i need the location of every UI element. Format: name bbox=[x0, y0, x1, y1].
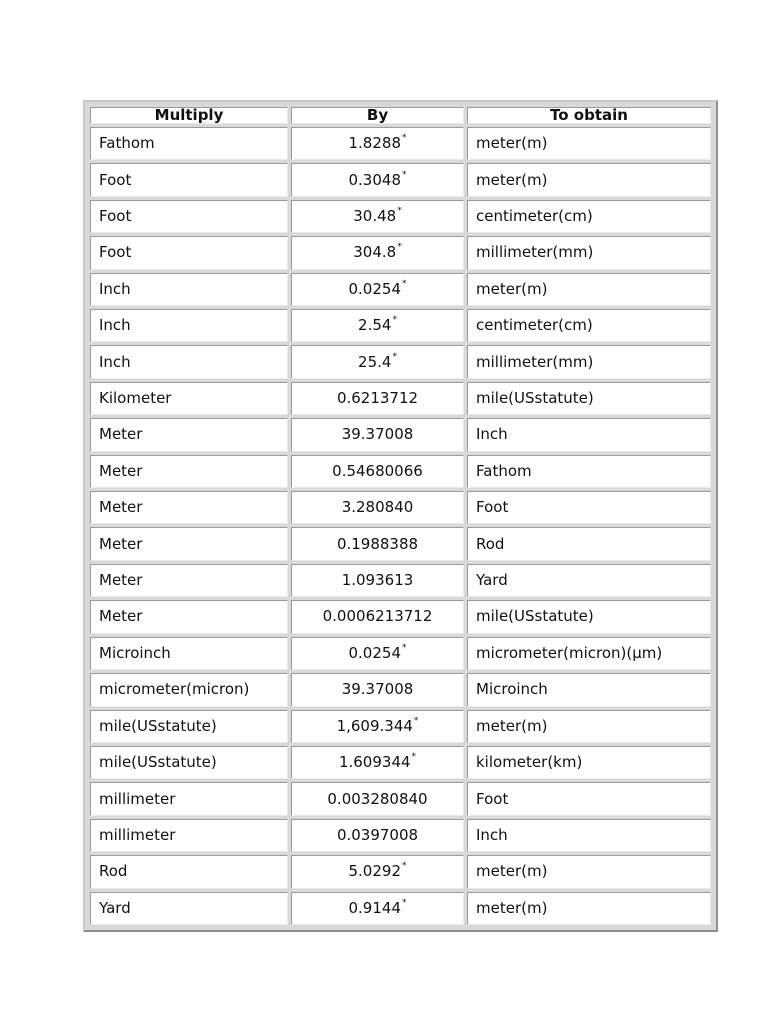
cell-multiply: Meter bbox=[90, 600, 288, 633]
cell-multiply: Inch bbox=[90, 345, 288, 378]
cell-by bbox=[291, 382, 464, 415]
table-row bbox=[90, 855, 711, 888]
cell-multiply: mile(USstatute) bbox=[90, 746, 288, 779]
cell-to-obtain: kilometer(km) bbox=[467, 746, 711, 779]
cell-by bbox=[291, 309, 464, 342]
table-row bbox=[90, 345, 711, 378]
exact-marker: * bbox=[402, 278, 407, 289]
header-row bbox=[90, 107, 711, 124]
cell-multiply: Foot bbox=[90, 163, 288, 196]
exact-marker: * bbox=[397, 242, 402, 253]
factor-value: 39.37008 bbox=[341, 425, 414, 444]
cell-by bbox=[291, 782, 464, 815]
cell-multiply: Inch bbox=[90, 273, 288, 306]
exact-marker: * bbox=[413, 715, 419, 726]
cell-to-obtain: micrometer(micron)(µm) bbox=[467, 637, 711, 670]
cell-to-obtain: meter(m) bbox=[467, 855, 711, 888]
factor-value: 5.0292 bbox=[348, 862, 401, 881]
cell-to-obtain: meter(m) bbox=[467, 163, 711, 196]
cell-to-obtain: Rod bbox=[467, 527, 711, 560]
cell-by bbox=[291, 127, 464, 160]
cell-multiply: Meter bbox=[90, 527, 288, 560]
header-multiply: Multiply bbox=[90, 107, 288, 124]
cell-to-obtain: Inch bbox=[467, 418, 711, 451]
table-row bbox=[90, 382, 711, 415]
cell-multiply: Microinch bbox=[90, 637, 288, 670]
factor-value: 2.54 bbox=[358, 316, 392, 335]
exact-marker: * bbox=[402, 642, 407, 653]
cell-to-obtain: meter(m) bbox=[467, 892, 711, 925]
table-row bbox=[90, 273, 711, 306]
cell-by bbox=[291, 163, 464, 196]
cell-multiply: Meter bbox=[90, 491, 288, 524]
exact-marker: * bbox=[402, 133, 407, 144]
table-row bbox=[90, 673, 711, 706]
factor-value: 0.003280840 bbox=[327, 789, 428, 808]
exact-marker: * bbox=[402, 169, 407, 180]
factor-value: 0.6213712 bbox=[336, 389, 419, 408]
cell-to-obtain: centimeter(cm) bbox=[467, 309, 711, 342]
table-row bbox=[90, 600, 711, 633]
factor-value: 0.9144 bbox=[348, 898, 401, 917]
exact-marker: * bbox=[411, 752, 417, 763]
factor-value: 304.8 bbox=[353, 243, 397, 262]
exact-marker: * bbox=[402, 861, 407, 872]
exact-marker: * bbox=[392, 315, 397, 326]
header-to-obtain: To obtain bbox=[467, 107, 711, 124]
cell-by bbox=[291, 273, 464, 306]
cell-to-obtain: Fathom bbox=[467, 455, 711, 488]
cell-to-obtain: Inch bbox=[467, 819, 711, 852]
cell-multiply: millimeter bbox=[90, 819, 288, 852]
cell-to-obtain: meter(m) bbox=[467, 273, 711, 306]
factor-value: 1.609344 bbox=[338, 753, 411, 772]
factor-value: 0.54680066 bbox=[332, 461, 423, 480]
factor-value: 1.8288 bbox=[348, 134, 401, 153]
factor-value: 0.0006213712 bbox=[322, 607, 433, 626]
factor-value: 39.37008 bbox=[341, 680, 414, 699]
cell-multiply: mile(USstatute) bbox=[90, 710, 288, 743]
header-by: By bbox=[291, 107, 464, 124]
cell-by bbox=[291, 746, 464, 779]
table-row bbox=[90, 819, 711, 852]
table-row bbox=[90, 236, 711, 269]
factor-value: 0.0397008 bbox=[336, 825, 419, 844]
cell-multiply: Fathom bbox=[90, 127, 288, 160]
cell-by bbox=[291, 200, 464, 233]
cell-by bbox=[291, 455, 464, 488]
factor-value: 0.3048 bbox=[348, 170, 401, 189]
table-row bbox=[90, 455, 711, 488]
cell-multiply: Meter bbox=[90, 418, 288, 451]
cell-to-obtain: millimeter(mm) bbox=[467, 345, 711, 378]
table-row bbox=[90, 710, 711, 743]
cell-to-obtain: Microinch bbox=[467, 673, 711, 706]
cell-by bbox=[291, 819, 464, 852]
table-row bbox=[90, 564, 711, 597]
cell-multiply: Foot bbox=[90, 236, 288, 269]
factor-value: 1.093613 bbox=[341, 571, 414, 590]
factor-value: 30.48 bbox=[353, 207, 397, 226]
cell-by bbox=[291, 236, 464, 269]
cell-by bbox=[291, 637, 464, 670]
cell-to-obtain: Yard bbox=[467, 564, 711, 597]
table-row bbox=[90, 491, 711, 524]
cell-by bbox=[291, 418, 464, 451]
table-row bbox=[90, 163, 711, 196]
factor-value: 1,609.344 bbox=[336, 716, 413, 735]
cell-to-obtain: meter(m) bbox=[467, 710, 711, 743]
cell-multiply: Foot bbox=[90, 200, 288, 233]
factor-value: 0.0254 bbox=[348, 643, 401, 662]
cell-by bbox=[291, 345, 464, 378]
table-row bbox=[90, 782, 711, 815]
cell-by bbox=[291, 673, 464, 706]
factor-value: 3.280840 bbox=[341, 498, 414, 517]
factor-value: 0.1988388 bbox=[336, 534, 419, 553]
cell-multiply: Yard bbox=[90, 892, 288, 925]
table-row bbox=[90, 200, 711, 233]
cell-by bbox=[291, 600, 464, 633]
conversion-table bbox=[87, 104, 714, 928]
exact-marker: * bbox=[402, 897, 407, 908]
cell-by bbox=[291, 855, 464, 888]
factor-value: 0.0254 bbox=[348, 279, 401, 298]
cell-multiply: Rod bbox=[90, 855, 288, 888]
cell-multiply: Meter bbox=[90, 564, 288, 597]
table-row bbox=[90, 309, 711, 342]
cell-by bbox=[291, 527, 464, 560]
cell-multiply: millimeter bbox=[90, 782, 288, 815]
cell-by bbox=[291, 564, 464, 597]
cell-to-obtain: millimeter(mm) bbox=[467, 236, 711, 269]
cell-multiply: micrometer(micron) bbox=[90, 673, 288, 706]
table-row bbox=[90, 127, 711, 160]
table-row bbox=[90, 637, 711, 670]
cell-by bbox=[291, 491, 464, 524]
conversion-table-frame bbox=[83, 100, 718, 932]
exact-marker: * bbox=[397, 206, 402, 217]
factor-value: 25.4 bbox=[358, 352, 392, 371]
cell-multiply: Inch bbox=[90, 309, 288, 342]
cell-by bbox=[291, 892, 464, 925]
cell-multiply: Kilometer bbox=[90, 382, 288, 415]
table-row bbox=[90, 892, 711, 925]
cell-to-obtain: mile(USstatute) bbox=[467, 382, 711, 415]
cell-to-obtain: mile(USstatute) bbox=[467, 600, 711, 633]
cell-to-obtain: Foot bbox=[467, 491, 711, 524]
table-row bbox=[90, 418, 711, 451]
exact-marker: * bbox=[392, 351, 397, 362]
cell-to-obtain: centimeter(cm) bbox=[467, 200, 711, 233]
table-body bbox=[90, 127, 711, 925]
cell-multiply: Meter bbox=[90, 455, 288, 488]
cell-to-obtain: Foot bbox=[467, 782, 711, 815]
table-row bbox=[90, 527, 711, 560]
cell-to-obtain: meter(m) bbox=[467, 127, 711, 160]
table-row bbox=[90, 746, 711, 779]
cell-by bbox=[291, 710, 464, 743]
